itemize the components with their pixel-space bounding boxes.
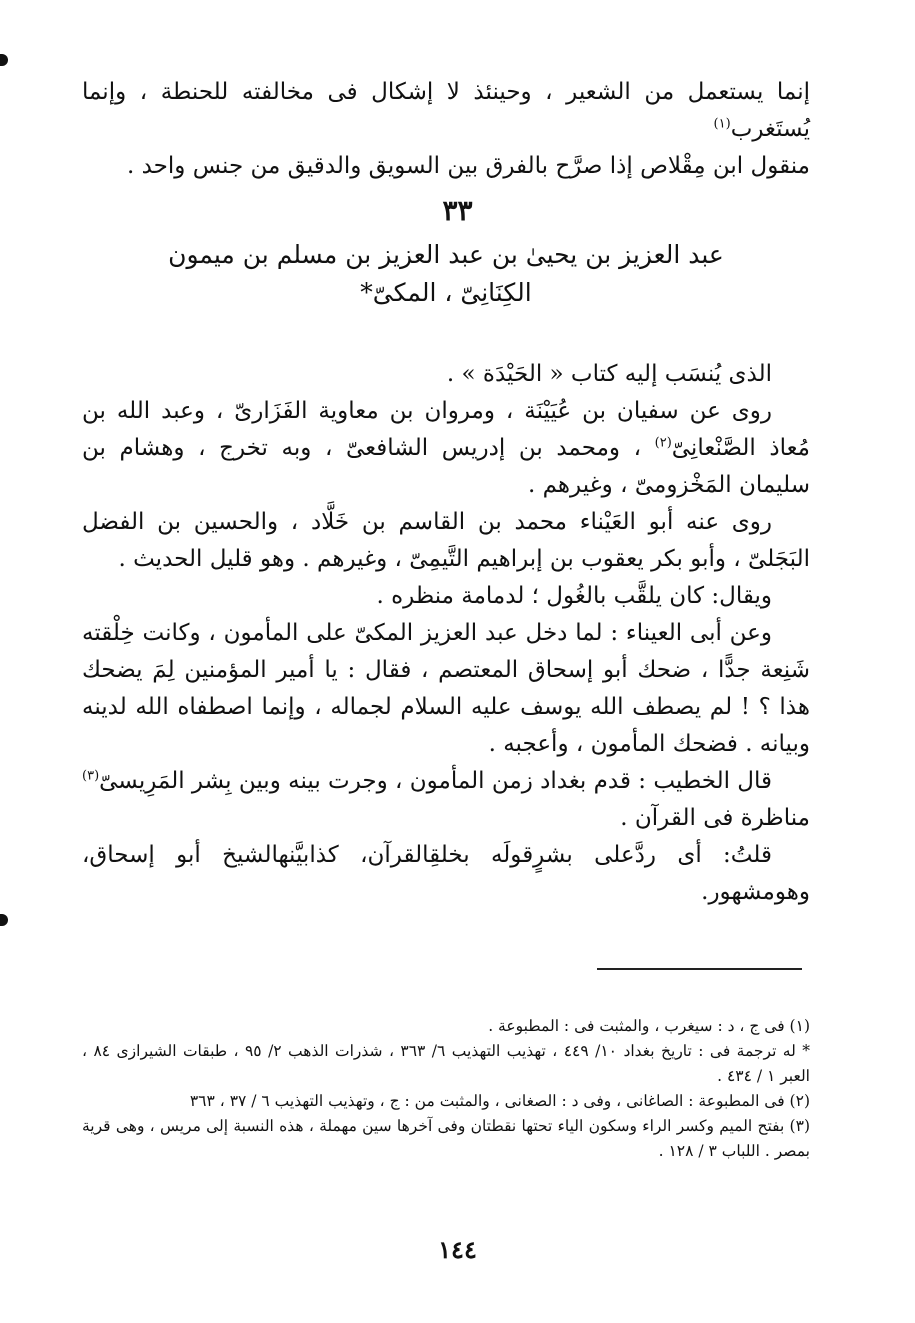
left-edge-mark-top [0, 54, 8, 66]
footnote-ref-2: (٢) [654, 435, 672, 451]
left-edge-mark-bottom [0, 914, 8, 926]
footnote-3: (٣) بفتح الميم وكسر الراء وسكون الياء تحتها نقطتان وفى آخرها سين مهملة ، هذه النسبة إلى مريس ، وهى قرية بمصر . اللباب ٣ / ١٢٨ . [82, 1117, 810, 1160]
paragraph-narrated-from-text-b: ، ومحمد بن إدريس الشافعىّ ، وبه تخرج ، وهشام بن سليمان المَخْزومىّ ، وغيرهم . [82, 435, 810, 498]
paragraph-narrated-from [82, 393, 810, 504]
continuation-paragraph [82, 74, 810, 185]
paragraph-anecdote: وعن أبى العيناء : لما دخل عبد العزيز المكىّ على المأمون ، وكانت خِلْقته شَنِعة جدًّا ، ضحك أبو إسحاق المعتصم ، فقال : يا أمير المؤمنين لِمَ يضحك هذا ؟ ! لم يصطف الله يوسف عليه السلام لجماله ، وإنما اصطفاه الله لدينه وبيانه . فضحك المأمون ، وأعجبه . [82, 620, 810, 757]
paragraph-khatib-text-a: قال الخطيب : قدم بغداد زمن المأمون ، وجرت بينه وبين بِشر المَرِيسىّ [99, 768, 772, 794]
footnote-1: (١) فى ج ، د : سيغرب ، والمثبت فى : المطبوعة . [488, 1017, 810, 1035]
footnote-star-sources: * له ترجمة فى : تاريخ بغداد ١٠/ ٤٤٩ ، تهذيب التهذيب ٦/ ٣٦٣ ، شذرات الذهب ٢/ ٩٥ ، طبقات الشيرازى ٨٤ ، العبر ١ / ٤٣٤ . [82, 1042, 811, 1085]
entry-body [82, 356, 810, 911]
footnote-2: (٢) فى المطبوعة : الصاغانى ، وفى د : الصغانى ، والمثبت من : ج ، وتهذيب التهذيب ٦ / ٣٧ ، ٣٦٣ [189, 1092, 810, 1110]
continuation-line-1 [82, 74, 810, 148]
continuation-line-2: منقول ابن مِقْلاص إذا صرَّح بالفرق بين السويق والدقيق من جنس واحد . [126, 153, 810, 179]
paragraph-narrated-from-text-a: روى عن سفيان بن عُيَيْنَة ، ومروان بن معاوية الفَزَارىّ ، وعبد الله بن مُعاذ الصَّنْعانِىّ [82, 398, 810, 461]
paragraph-nickname: ويقال: كان يلقَّب بالغُول ؛ لدمامة منظره . [376, 583, 772, 609]
paragraph-author-note: قلتُ: أى ردَّعلى بشرٍقولَه بخلقِالقرآن، كذابيَّنهالشيخ أبو إسحاق، وهومشهور. [82, 842, 810, 905]
footnote-ref-1: (١) [713, 116, 731, 132]
page-number: ١٤٤ [438, 1235, 477, 1264]
footnote-ref-3: (٣) [82, 768, 100, 784]
entry-title [82, 236, 810, 312]
entry-title-line-2: الكِنَانِىّ ، المكىّ* [360, 278, 532, 307]
continuation-line-1-text: إنما يستعمل من الشعير ، وحينئذ لا إشكال فى مخالفته للحنطة ، وإنما يُستَغرب [82, 79, 810, 142]
footnotes [82, 1014, 810, 1164]
entry-title-line-1: عبد العزيز بن يحيىٰ بن عبد العزيز بن مسلم بن ميمون [168, 240, 724, 269]
paragraph-khatib-text-b: مناظرة فى القرآن . [620, 805, 810, 831]
paragraph-narrated-by: روى عنه أبو العَيْناء محمد بن القاسم بن خَلَّاد ، والحسين بن الفضل البَجَلىّ ، وأبو بكر يعقوب بن إبراهيم التَّيمِىّ ، وغيرهم . وهو قليل الحديث . [82, 509, 810, 572]
paragraph-book-attribution: الذى يُنسَب إليه كتاب « الحَيْدَة » . [446, 361, 772, 387]
entry-number: ٣٣ [442, 194, 473, 227]
paragraph-khatib [82, 763, 810, 837]
footnote-separator [597, 968, 802, 970]
